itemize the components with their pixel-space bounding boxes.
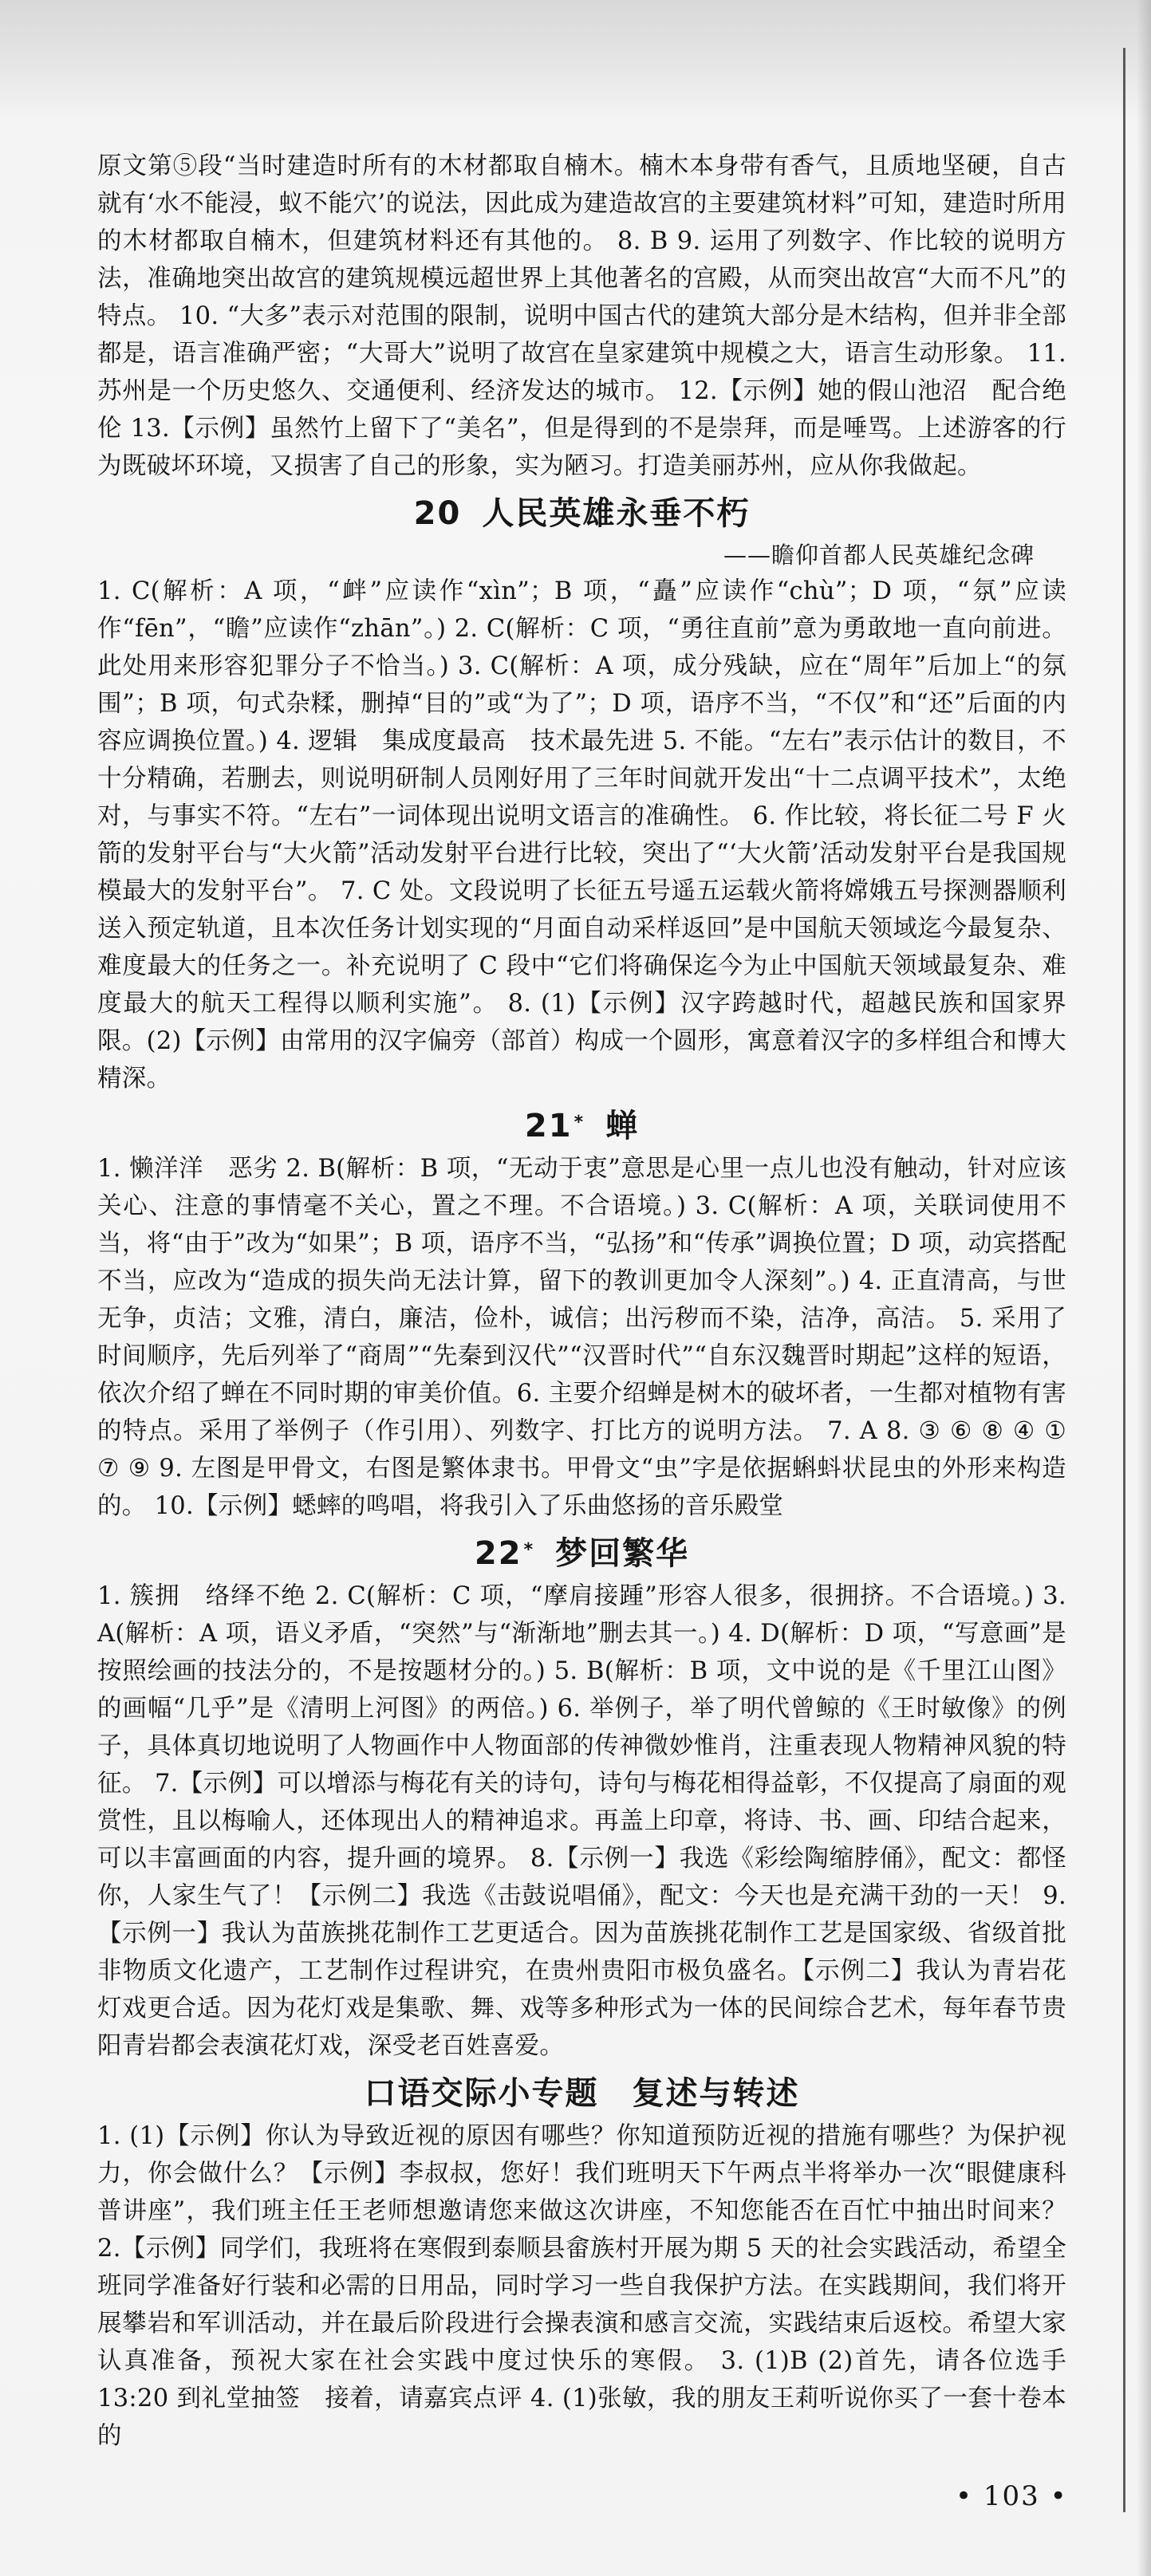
intro-paragraph: 原文第⑤段“当时建造时所有的木材都取自楠木。楠木本身带有香气，且质地坚硬，自古就有‘水不能浸，蚁不能穴’的说法，因此成为建造故宫的主要建筑材料”可知，建造时所用的木材都取自楠木，但建筑材料还有其他的。 8. B 9. 运用了列数字、作比较的说明方法，准确地突出故宫的建筑规模远超世界上其他著名的宫殿，从而突出故宫“大而不凡”的特点。 10. “大多”表示对范围的限制，说明中国古代的建筑大部分是木结构，但并非全部都是，语言准确严密；“大哥大”说明了故宫在皇家建筑中规模之大，语言生动形象。 11. 苏州是一个历史悠久、交通便利、经济发达的城市。 12.【示例】她的假山池沼 配合绝伦 13.【示例】虽然竹上留下了“美名”，但是得到的不是崇拜，而是唾骂。上述游客的行为既破坏环境，又损害了自己的形象，实为陋习。打造美丽苏州，应从你我做起。 (97, 152, 1066, 480)
page-edge-shadow (1137, 0, 1151, 2576)
optional-star: * (523, 1540, 535, 1560)
section-22 (97, 1530, 1066, 2065)
scan-shadow (0, 0, 1151, 120)
section-answers: 1. (1)【示例】你认为导致近视的原因有哪些？你知道预防近视的措施有哪些？为保护视力，你会做什么？【示例】李叔叔，您好！我们班明天下午两点半将举办一次“眼健康科普讲座”，我们班主任王老师想邀请您来做这次讲座，不知您能否在百忙中抽出时间来？ 2.【示例】同学们，我班将在寒假到泰顺县畲族村开展为期 5 天的社会实践活动，希望全班同学准备好行装和必需的日用品，同时学习一些自我保护方法。在实践期间，我们将开展攀岩和军训活动，并在最后阶段进行会操表演和感言交流，实践结束后返校。希望大家认真准备，预祝大家在社会实践中度过快乐的寒假。 3. (1)B (2)首先，请各位选手 13:20 到礼堂抽签 接着，请嘉宾点评 4. (1)张敏，我的朋友王莉听说你买了一套十卷本的 (97, 2122, 1066, 2450)
section-answers: 1. 簇拥 络绎不绝 2. C(解析：C 项，“摩肩接踵”形容人很多，很拥挤。不合语境。) 3. A(解析：A 项，语义矛盾，“突然”与“渐渐地”删去其一。) 4. D(解析：D 项，“写意画”是按照绘画的技法分的，不是按题材分的。) 5. B(解析：B 项，文中说的是《千里江山图》的画幅“几乎”是《清明上河图》的两倍。) 6. 举例子，举了明代曾鲸的《王时敏像》的例子，具体真切地说明了人物画作中人物面部的传神微妙惟肖，注重表现人物精神风貌的特征。 7.【示例】可以增添与梅花有关的诗句，诗句与梅花相得益彰，不仅提高了扇面的观赏性，且以梅喻人，还体现出人的精神追求。再盖上印章，将诗、书、画、印结合起来，可以丰富画面的内容，提升画的境界。 8.【示例一】我选《彩绘陶缩脖俑》，配文：都怪你，人家生气了！【示例二】我选《击鼓说唱俑》，配文：今天也是充满干劲的一天！ 9.【示例一】我认为苗族挑花制作工艺更适合。因为苗族挑花制作工艺是国家级、省级首批非物质文化遗产，工艺制作过程讲究，在贵州贵阳市极负盛名。【示例二】我认为青岩花灯戏更合适。因为花灯戏是集歌、舞、戏等多种形式为一体的民间综合艺术，每年春节贵阳青岩都会表演花灯戏，深受老百姓喜爱。 (97, 1582, 1066, 2060)
section-title-text: 梦回繁华 (555, 1535, 690, 1572)
section-answers: 1. 懒洋洋 恶劣 2. B(解析：B 项，“无动于衷”意思是心里一点儿也没有触动，针对应该关心、注意的事情毫不关心，置之不理。不合语境。) 3. C(解析：A 项，关联词使用不当，将“由于”改为“如果”；B 项，语序不当，“弘扬”和“传承”调换位置；D 项，动宾搭配不当，应改为“造成的损失尚无法计算，留下的教训更加令人深刻”。) 4. 正直清高，与世无争，贞洁；文雅，清白，廉洁，俭朴，诚信；出污秽而不染，洁净，高洁。 5. 采用了时间顺序，先后列举了“商周”“先秦到汉代”“汉晋时代”“自东汉魏晋时期起”这样的短语，依次介绍了蝉在不同时期的审美价值。6. 主要介绍蝉是树木的破坏者，一生都对植物有害的特点。采用了举例子（作引用）、列数字、打比方的说明方法。 7. A 8. ③ ⑥ ⑧ ④ ① ⑦ ⑨ 9. 左图是甲骨文，右图是繁体隶书。甲骨文“虫”字是依据蝌蚪状昆虫的外形来构造的。 10.【示例】蟋蟀的鸣唱，将我引入了乐曲悠扬的音乐殿堂 (97, 1155, 1066, 1520)
section-title-text: 人民英雄永垂不朽 (482, 495, 751, 532)
page-number: • 103 • (956, 2480, 1068, 2512)
page-binding-line (1123, 48, 1125, 2512)
section-21 (97, 1102, 1066, 1525)
section-title (97, 1102, 1066, 1150)
section-number: 21* (524, 1108, 585, 1144)
section-oral-communication (97, 2070, 1066, 2455)
section-title (97, 490, 1066, 538)
section-answers: 1. C(解析：A 项，“衅”应读作“xìn”；B 项，“矗”应读作“chù”；D 项，“氛”应读作“fēn”，“瞻”应读作“zhān”。) 2. C(解析：C 项，“勇往直前”意为勇敢地一直向前进。此处用来形容犯罪分子不恰当。) 3. C(解析：A 项，成分残缺，应在“周年”后加上“的氛围”；B 项，句式杂糅，删掉“目的”或“为了”；D 项，语序不当，“不仅”和“还”后面的内容应调换位置。) 4. 逻辑 集成度最高 技术最先进 5. 不能。“左右”表示估计的数目，不十分精确，若删去，则说明研制人员刚好用了三年时间就开发出“十二点调平技术”，太绝对，与事实不符。“左右”一词体现出说明文语言的准确性。 6. 作比较，将长征二号 F 火箭的发射平台与“大火箭”活动发射平台进行比较，突出了“‘大火箭’活动发射平台是我国规模最大的发射平台”。 7. C 处。文段说明了长征五号遥五运载火箭将嫦娥五号探测器顺利送入预定轨道，且本次任务计划实现的“月面自动采样返回”是中国航天领域迄今最复杂、难度最大的任务之一。补充说明了 C 段中“它们将确保迄今为止中国航天领域最复杂、难度最大的航天工程得以顺利实施”。 8. (1)【示例】汉字跨越时代，超越民族和国家界限。(2)【示例】由常用的汉字偏旁（部首）构成一个圆形，寓意着汉字的多样组合和博大精深。 (97, 577, 1066, 1093)
optional-star: * (574, 1113, 585, 1132)
section-title-text: 蝉 (605, 1108, 640, 1144)
section-title-text: 口语交际小专题 复述与转述 (364, 2075, 800, 2112)
section-number: 20 (413, 495, 462, 532)
section-title (97, 1530, 1066, 1578)
section-number: 22* (474, 1535, 535, 1572)
section-20 (97, 490, 1066, 1097)
section-title (97, 2070, 1066, 2117)
section-subtitle: ——瞻仰首都人民英雄纪念碑 (723, 542, 1035, 569)
answer-content (97, 148, 1066, 2455)
